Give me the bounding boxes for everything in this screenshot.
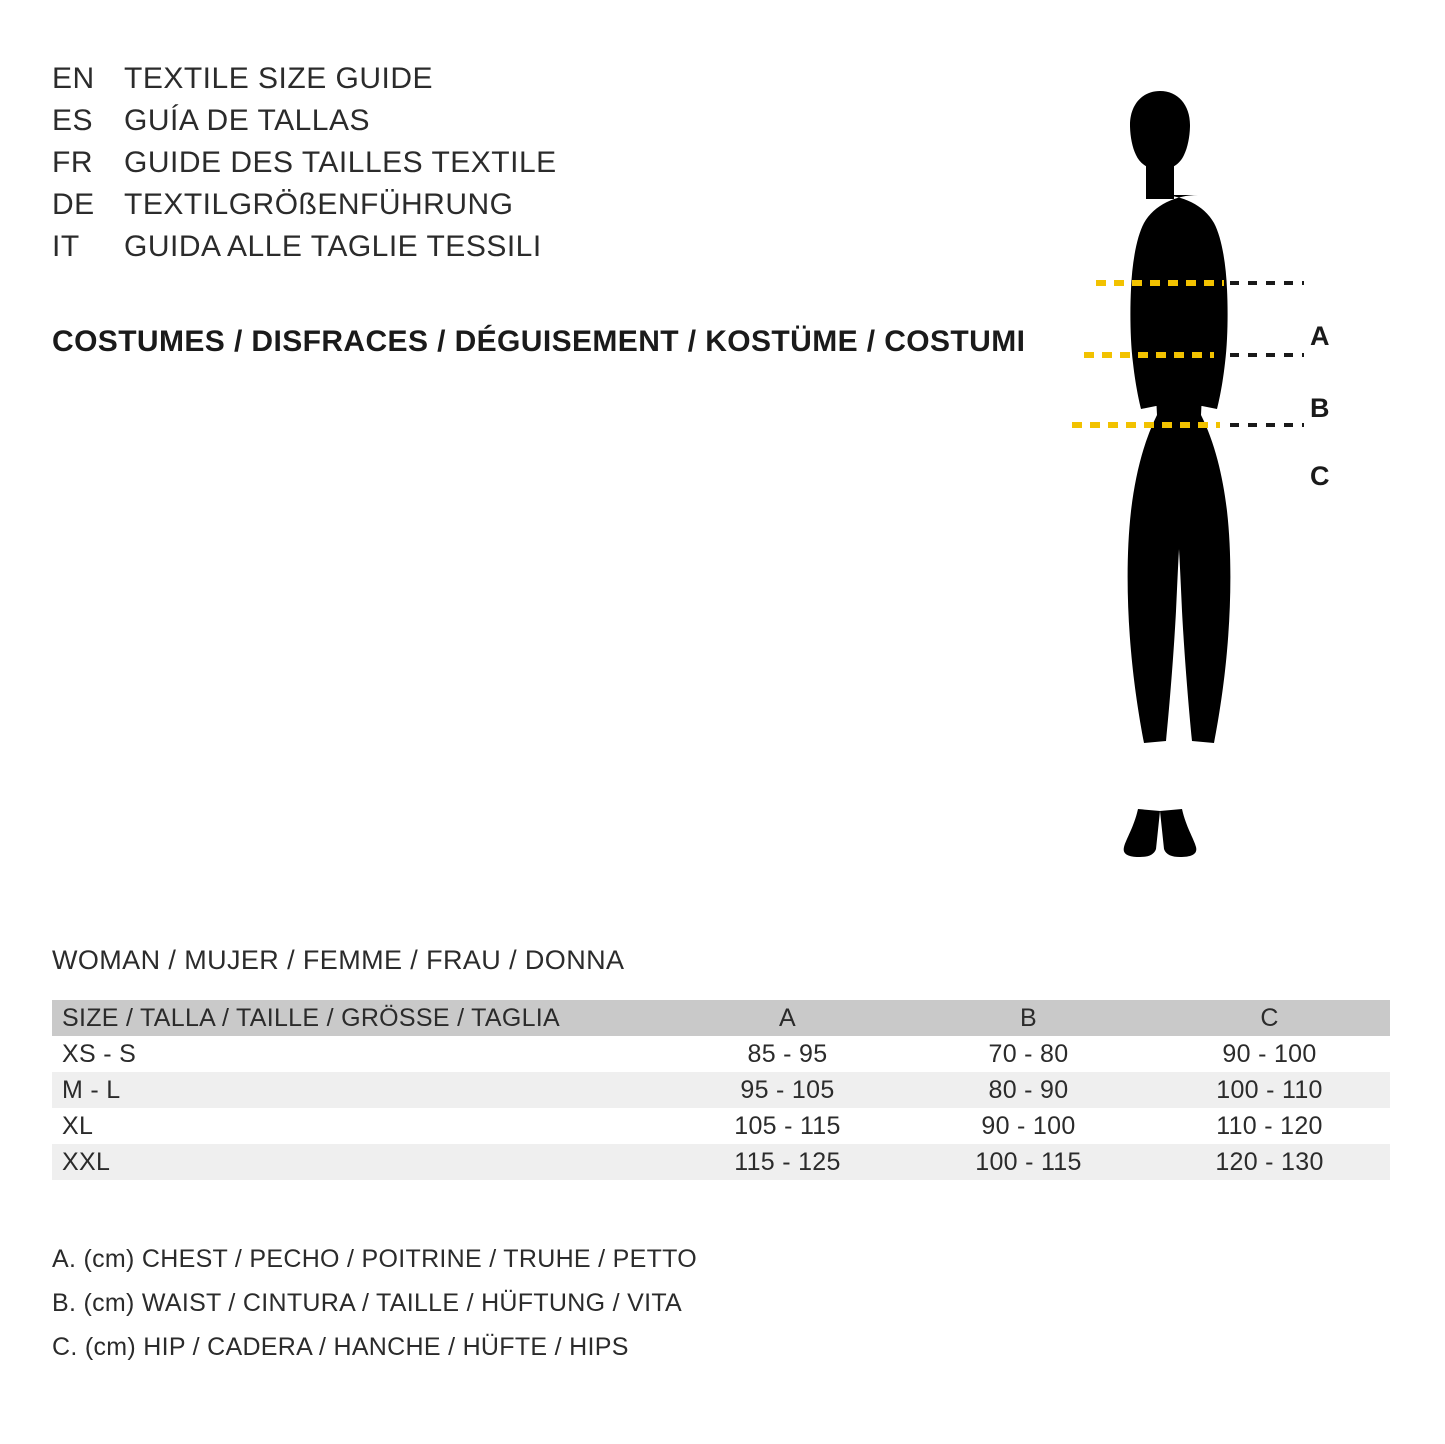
table-row (52, 1108, 1390, 1144)
table-row (52, 1144, 1390, 1180)
language-code-fr: FR (52, 146, 93, 179)
language-code-it: IT (52, 230, 80, 263)
cell-size: M - L (62, 1075, 121, 1104)
cell-size: XS - S (62, 1039, 137, 1068)
language-row-es (52, 104, 1002, 146)
table-header-size: SIZE / TALLA / TAILLE / GRÖSSE / TAGLIA (62, 1003, 561, 1032)
language-row-fr (52, 146, 1002, 188)
language-row-en (52, 62, 1002, 104)
table-header-b: B (1019, 1003, 1037, 1032)
cell-a: 95 - 105 (740, 1075, 835, 1104)
table-header-a: A (778, 1003, 796, 1032)
table-header-c: C (1260, 1003, 1279, 1032)
legend-item-c: C. (cm) HIP / CADERA / HANCHE / HÜFTE / HIPS (52, 1333, 629, 1361)
size-table (52, 1000, 1390, 1180)
category-title: COSTUMES / DISFRACES / DÉGUISEMENT / KOSTÜME / COSTUMI (52, 325, 1026, 358)
cell-a: 115 - 125 (734, 1147, 841, 1176)
cell-c: 110 - 120 (1216, 1111, 1323, 1140)
marker-label-c: C (1310, 461, 1330, 491)
language-row-it (52, 230, 1002, 272)
cell-c: 90 - 100 (1222, 1039, 1317, 1068)
cell-b: 80 - 90 (988, 1075, 1069, 1104)
cell-a: 105 - 115 (734, 1111, 841, 1140)
marker-label-b: B (1310, 393, 1330, 423)
language-row-de (52, 188, 1002, 230)
cell-c: 120 - 130 (1215, 1147, 1324, 1176)
cell-c: 100 - 110 (1216, 1075, 1323, 1104)
cell-a: 85 - 95 (747, 1039, 828, 1068)
legend-item-b: B. (cm) WAIST / CINTURA / TAILLE / HÜFTUNG / VITA (52, 1289, 683, 1317)
table-section-title: WOMAN / MUJER / FEMME / FRAU / DONNA (52, 945, 625, 975)
cell-b: 70 - 80 (988, 1039, 1069, 1068)
cell-size: XL (62, 1111, 94, 1140)
language-text-de: TEXTILGRÖßENFÜHRUNG (124, 188, 514, 221)
language-text-en: TEXTILE SIZE GUIDE (124, 62, 434, 95)
language-code-en: EN (52, 62, 95, 95)
table-header-row (52, 1000, 1390, 1036)
legend (52, 1245, 697, 1377)
table-row (52, 1036, 1390, 1072)
marker-label-a: A (1310, 321, 1330, 351)
language-text-fr: GUIDE DES TAILLES TEXTILE (124, 146, 557, 179)
language-text-it: GUIDA ALLE TAGLIE TESSILI (124, 230, 542, 263)
cell-size: XXL (62, 1147, 111, 1176)
language-text-es: GUÍA DE TALLAS (124, 104, 370, 137)
measurement-figure (1020, 55, 1380, 885)
language-code-es: ES (52, 104, 94, 137)
cell-b: 100 - 115 (975, 1147, 1082, 1176)
language-list (52, 62, 1002, 272)
language-code-de: DE (52, 188, 95, 221)
legend-item-a: A. (cm) CHEST / PECHO / POITRINE / TRUHE / PETTO (52, 1245, 698, 1273)
cell-b: 90 - 100 (981, 1111, 1076, 1140)
table-row (52, 1072, 1390, 1108)
